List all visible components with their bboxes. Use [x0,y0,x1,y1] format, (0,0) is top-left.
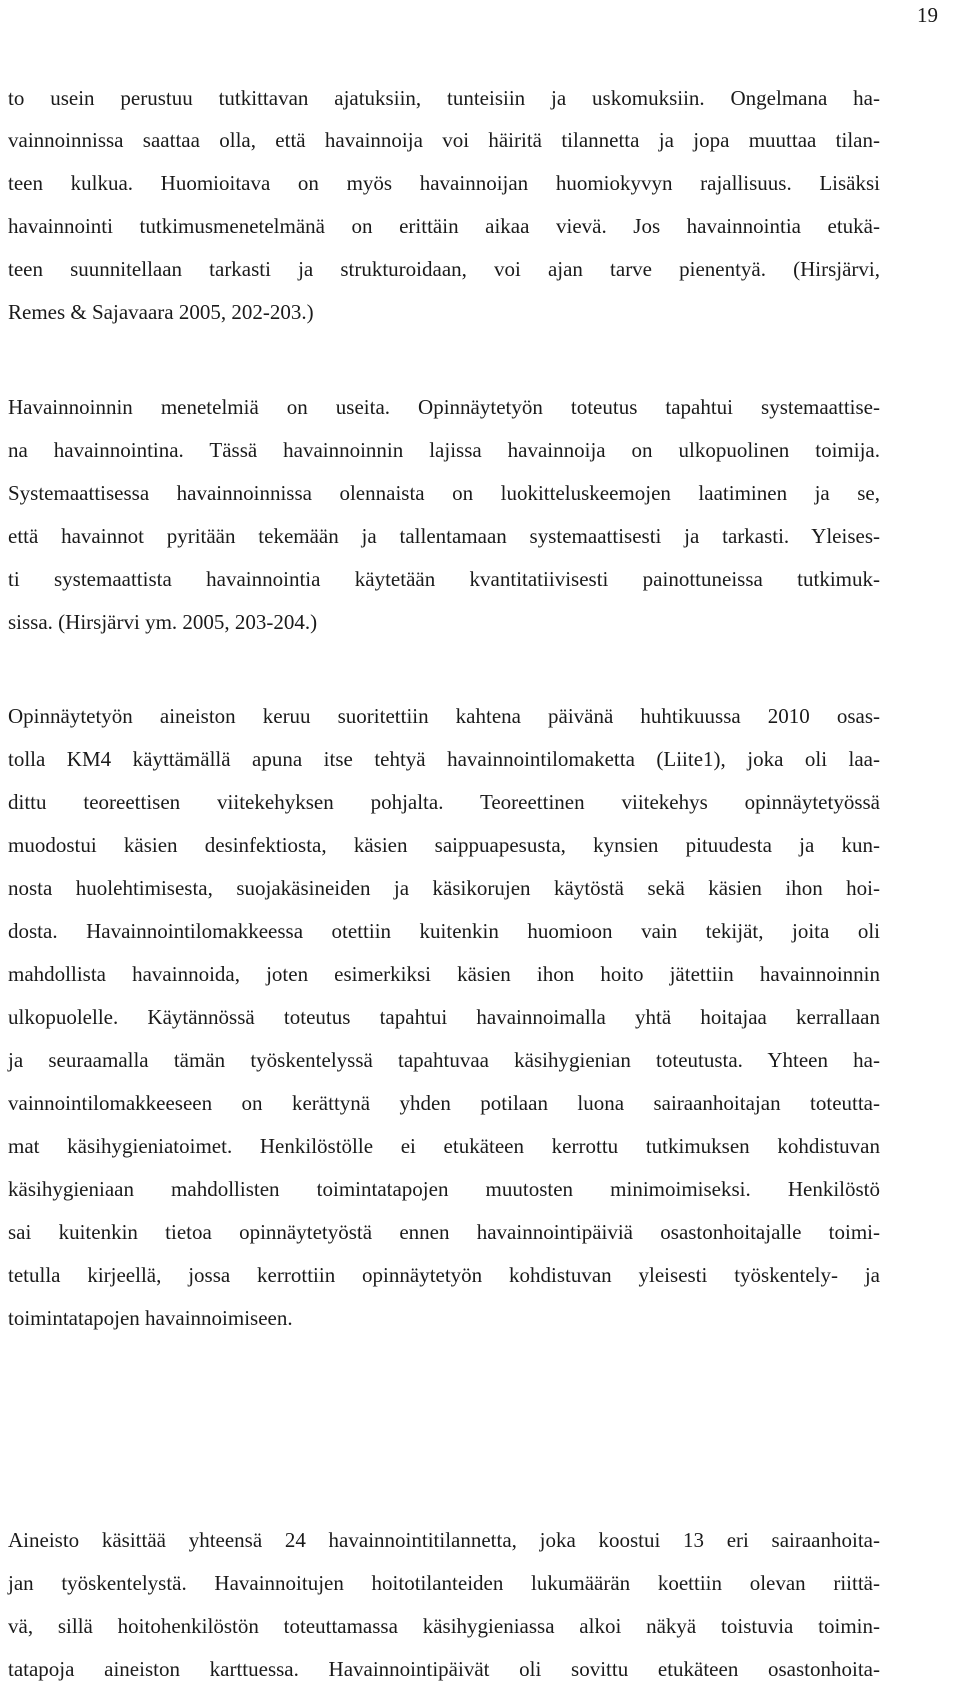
text-line: Havainnoinnin menetelmiä on useita. Opinnäytetyön toteutus tapahtui systemaattise- [8,395,880,419]
text-line: ti systemaattista havainnointia käytetään kvantitatiivisesti painottuneissa tutkimuk- [8,567,880,591]
text-line: teen suunnitellaan tarkasti ja strukturoidaan, voi ajan tarve pienentyä. (Hirsjärvi, [8,257,880,281]
text-line: että havainnot pyritään tekemään ja tallentamaan systemaattisesti ja tarkasti. Yleises- [8,524,880,548]
text-line: dittu teoreettisen viitekehyksen pohjalta. Teoreettinen viitekehys opinnäytetyössä [8,790,880,814]
text-line: Systemaattisessa havainnoinnissa olennaista on luokitteluskeemojen laatiminen ja se, [8,481,880,505]
text-line: na havainnointina. Tässä havainnoinnin lajissa havainnoija on ulkopuolinen toimija. [8,438,880,462]
text-line: toimintatapojen havainnoimiseen. [8,1306,293,1330]
page-number: 19 [917,3,938,27]
text-line: tetulla kirjeellä, jossa kerrottiin opinnäytetyön kohdistuvan yleisesti työskentely- ja [8,1263,880,1287]
text-line: jan työskentelystä. Havainnoitujen hoitotilanteiden lukumäärän koettiin olevan riittä- [8,1571,880,1595]
text-line: tolla KM4 käyttämällä apuna itse tehtyä havainnointilomaketta (Liite1), joka oli laa- [8,747,880,771]
paragraph-1 [8,86,880,326]
text-line: teen kulkua. Huomioitava on myös havainnoijan huomiokyvyn rajallisuus. Lisäksi [8,171,880,195]
text-line: havainnointi tutkimusmenetelmänä on erittäin aikaa vievä. Jos havainnointia etukä- [8,214,880,238]
text-line: mat käsihygieniatoimet. Henkilöstölle ei etukäteen kerrottu tutkimuksen kohdistuvan [8,1134,880,1158]
text-line: Remes & Sajavaara 2005, 202-203.) [8,300,314,324]
text-line: to usein perustuu tutkittavan ajatuksiin, tunteisiin ja uskomuksiin. Ongelmana ha- [8,86,880,110]
text-line: Aineisto käsittää yhteensä 24 havainnointitilannetta, joka koostui 13 eri sairaanhoita- [8,1528,880,1552]
text-line: nosta huolehtimisesta, suojakäsineiden ja käsikorujen käytöstä sekä käsien ihon hoi- [8,876,880,900]
text-line: mahdollista havainnoida, joten esimerkiksi käsien ihon hoito jätettiin havainnoinnin [8,962,880,986]
paragraph-4 [8,1528,880,1683]
text-line: sai kuitenkin tietoa opinnäytetyöstä ennen havainnointipäiviä osastonhoitajalle toimi- [8,1220,880,1244]
text-line: ulkopuolelle. Käytännössä toteutus tapahtui havainnoimalla yhtä hoitajaa kerrallaan [8,1005,880,1029]
text-line: sissa. (Hirsjärvi ym. 2005, 203-204.) [8,610,318,634]
paragraph-3 [8,704,880,1332]
text-line: vainnoinnissa saattaa olla, että havainnoija voi häiritä tilannetta ja jopa muuttaa tilan- [8,128,880,152]
text-line: vä, sillä hoitohenkilöstön toteuttamassa käsihygieniassa alkoi näkyä toistuvia toimin- [8,1614,880,1638]
text-line: käsihygieniaan mahdollisten toimintatapojen muutosten minimoimiseksi. Henkilöstö [8,1177,880,1201]
text-line: ja seuraamalla tämän työskentelyssä tapahtuvaa käsihygienian toteutusta. Yhteen ha- [8,1048,880,1072]
text-line: muodostui käsien desinfektiosta, käsien saippuapesusta, kynsien pituudesta ja kun- [8,833,880,857]
text-line: tatapoja aineiston karttuessa. Havainnointipäivät oli sovittu etukäteen osastonhoita- [8,1657,880,1681]
text-line: dosta. Havainnointilomakkeessa otettiin kuitenkin huomioon vain tekijät, joita oli [8,919,880,943]
text-line: Opinnäytetyön aineiston keruu suoritettiin kahtena päivänä huhtikuussa 2010 osas- [8,704,880,728]
paragraph-2 [8,395,880,636]
text-line: vainnointilomakkeeseen on kerättynä yhden potilaan luona sairaanhoitajan toteutta- [8,1091,880,1115]
